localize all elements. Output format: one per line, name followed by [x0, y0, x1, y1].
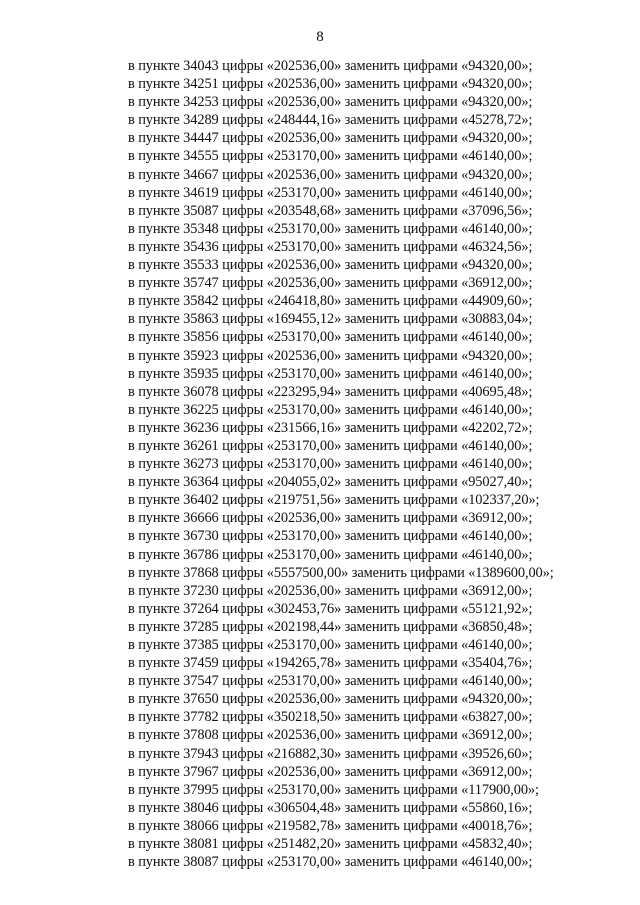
- amendment-line: в пункте 36402 цифры «219751,56» заменить цифрами «102337,20»;: [128, 492, 540, 509]
- amendment-line: в пункте 37385 цифры «253170,00» заменить цифрами «46140,00»;: [128, 637, 533, 653]
- amendment-line: в пункте 36786 цифры «253170,00» заменить цифрами «46140,00»;: [128, 546, 533, 563]
- amendment-line: в пункте 36236 цифры «231566,16» заменить цифрами «42202,72»;: [128, 419, 533, 436]
- page-number: 8: [316, 29, 324, 45]
- amendment-line: в пункте 35935 цифры «253170,00» заменить цифрами «46140,00»;: [128, 365, 533, 382]
- amendment-line: в пункте 37264 цифры «302453,76» заменить цифрами «55121,92»;: [128, 600, 533, 617]
- amendment-line: в пункте 37782 цифры «350218,50» заменить цифрами «63827,00»;: [128, 709, 533, 726]
- amendment-line: в пункте 37808 цифры «202536,00» заменить цифрами «36912,00»;: [128, 727, 533, 744]
- amendment-line: в пункте 35842 цифры «246418,80» заменить цифрами «44909,60»;: [128, 293, 533, 310]
- amendment-line: в пункте 35087 цифры «203548,68» заменить цифрами «37096,56»;: [128, 202, 533, 219]
- amendment-line: в пункте 35923 цифры «202536,00» заменить цифрами «94320,00»;: [128, 347, 533, 364]
- amendment-list: [128, 57, 608, 871]
- amendment-line: в пункте 34555 цифры «253170,00» заменить цифрами «46140,00»;: [128, 148, 533, 165]
- amendment-line: в пункте 34619 цифры «253170,00» заменить цифрами «46140,00»;: [128, 184, 533, 201]
- amendment-line: в пункте 34289 цифры «248444,16» заменить цифрами «45278,72»;: [128, 112, 533, 129]
- amendment-line: в пункте 36273 цифры «253170,00» заменить цифрами «46140,00»;: [128, 456, 533, 473]
- amendment-line: в пункте 37943 цифры «216882,30» заменить цифрами «39526,60»;: [128, 745, 533, 762]
- amendment-line: в пункте 38046 цифры «306504,48» заменить цифрами «55860,16»;: [128, 799, 533, 816]
- amendment-line: в пункте 38081 цифры «251482,20» заменить цифрами «45832,40»;: [128, 836, 533, 853]
- amendment-line: в пункте 34043 цифры «202536,00» заменить цифрами «94320,00»;: [128, 58, 533, 74]
- amendment-line: в пункте 37459 цифры «194265,78» заменить цифрами «35404,76»;: [128, 655, 533, 672]
- amendment-line: в пункте 35863 цифры «169455,12» заменить цифрами «30883,04»;: [128, 311, 533, 328]
- amendment-line: в пункте 37995 цифры «253170,00» заменить цифрами «117900,00»;: [128, 781, 539, 798]
- amendment-line: в пункте 38066 цифры «219582,78» заменить цифрами «40018,76»;: [128, 817, 533, 834]
- amendment-line: в пункте 34253 цифры «202536,00» заменить цифрами «94320,00»;: [128, 94, 533, 111]
- amendment-line: в пункте 35747 цифры «202536,00» заменить цифрами «36912,00»;: [128, 275, 533, 292]
- amendment-line: в пункте 36078 цифры «223295,94» заменить цифрами «40695,48»;: [128, 383, 533, 400]
- amendment-line: в пункте 36666 цифры «202536,00» заменить цифрами «36912,00»;: [128, 510, 533, 527]
- amendment-line: в пункте 35533 цифры «202536,00» заменить цифрами «94320,00»;: [128, 257, 533, 274]
- amendment-line: в пункте 37650 цифры «202536,00» заменить цифрами «94320,00»;: [128, 691, 533, 708]
- amendment-line: в пункте 38087 цифры «253170,00» заменить цифрами «46140,00»;: [128, 854, 533, 871]
- amendment-line: в пункте 37547 цифры «253170,00» заменить цифрами «46140,00»;: [128, 673, 533, 690]
- amendment-line: в пункте 37967 цифры «202536,00» заменить цифрами «36912,00»;: [128, 763, 533, 780]
- amendment-line: в пункте 34667 цифры «202536,00» заменить цифрами «94320,00»;: [128, 166, 533, 183]
- amendment-line: в пункте 34251 цифры «202536,00» заменить цифрами «94320,00»;: [128, 76, 533, 93]
- amendment-line: в пункте 34447 цифры «202536,00» заменить цифрами «94320,00»;: [128, 130, 533, 147]
- amendment-line: в пункте 35436 цифры «253170,00» заменить цифрами «46324,56»;: [128, 238, 533, 255]
- amendment-line: в пункте 36730 цифры «253170,00» заменить цифрами «46140,00»;: [128, 528, 533, 545]
- amendment-line: в пункте 36364 цифры «204055,02» заменить цифрами «95027,40»;: [128, 474, 533, 491]
- amendment-line: в пункте 36225 цифры «253170,00» заменить цифрами «46140,00»;: [128, 401, 533, 418]
- amendment-line: в пункте 37230 цифры «202536,00» заменить цифрами «36912,00»;: [128, 582, 533, 599]
- amendment-line: в пункте 37868 цифры «5557500,00» заменить цифрами «1389600,00»;: [128, 564, 554, 581]
- amendment-line: в пункте 35348 цифры «253170,00» заменить цифрами «46140,00»;: [128, 220, 533, 237]
- amendment-line: в пункте 35856 цифры «253170,00» заменить цифрами «46140,00»;: [128, 329, 533, 346]
- amendment-line: в пункте 37285 цифры «202198,44» заменить цифрами «36850,48»;: [128, 618, 533, 635]
- amendment-line: в пункте 36261 цифры «253170,00» заменить цифрами «46140,00»;: [128, 437, 533, 454]
